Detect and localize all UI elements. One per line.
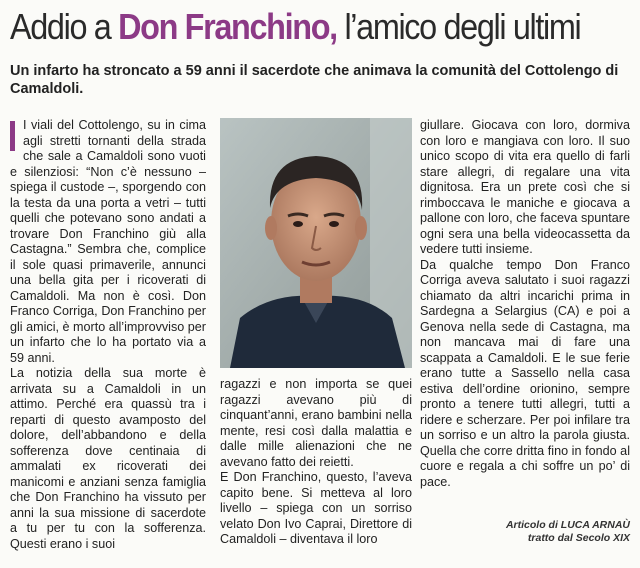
article-paragraph: ragazzi e non importa se quei ragazzi avevano più di cinquant’anni, erano bambini nella mente, resi così dalla malattia e dalle mille alienazioni che ne avevano fatto dei reietti. — [220, 377, 412, 469]
article-column-3 — [420, 118, 630, 490]
article-credit — [420, 519, 630, 545]
headline-suffix: l’amico degli ultimi — [336, 6, 581, 47]
article-column-2 — [220, 377, 412, 548]
priest-portrait-photo — [220, 118, 412, 368]
headline — [10, 4, 581, 50]
credit-source: tratto dal Secolo XIX — [527, 532, 630, 544]
headline-name: Don Franchino, — [118, 6, 337, 47]
article-paragraph: I viali del Cottolengo, su in cima agli stretti tornanti della strada che sale a Camaldoli sono vuoti e silenziosi: “Non c’è nessuno – spiega il custode –, sporgendo con la testa da una porta a vetri – tutti quelli che potevano sono andati a trovare Don Franchino giù alla Castagna.” Sembra che, complice il sole quasi primaverile, annunci una bella gita per i ricoverati di Camaldoli. Ma non è così. Don Franco Corriga, Don Franchino per gli amici, è morto all’improvviso per un infarto che lo ha portato via a 59 anni. — [10, 118, 206, 365]
article-paragraph: giullare. Giocava con loro, dormiva con loro e mangiava con loro. Il suo unico scopo di vita era quello di farli stare allegri, di regalare una vita dignitosa. Era un prete così che si rimboccava le maniche e giocava a pallone con loro, che faceva spuntare ogni sera una bella videocassetta da vedere tutti insieme. — [420, 118, 630, 256]
article-paragraph: Da qualche tempo Don Franco Corriga aveva salutato i suoi ragazzi chiamato da altri incarichi prima in Sardegna a Selargius (CA) e poi a Genova nella sede di Castagna, ma non mancava mai di fare una scappata a Camaldoli. E le sue ferie erano tutte a Sassello nella casa estiva dell’ordine orionino, sempre pronto a tenere tutti allegri, tutti a ridere e scherzare. Per poi infilare tra un sorriso e un altro la parola giusta. Quella che corre dritta fino in fondo al cuore e regala a chi soffre un po’ di pace. — [420, 257, 630, 489]
article-column-1 — [10, 118, 206, 552]
drop-cap-bar — [10, 121, 15, 151]
headline-prefix: Addio a — [10, 6, 119, 47]
article-paragraph: E Don Franchino, questo, l’aveva capito bene. Si metteva al loro livello – spiega con un sorriso velato Don Ivo Caprai, Direttore di Camaldoli – diventava il loro — [220, 470, 412, 546]
subheadline: Un infarto ha stroncato a 59 anni il sacerdote che animava la comunità del Cottolengo di Camaldoli. — [10, 63, 619, 97]
credit-author: Articolo di LUCA ARNAÙ — [505, 519, 630, 531]
article-paragraph: La notizia della sua morte è arrivata su a Camaldoli in un attimo. Perché era quassù tra i reparti di questo avamposto del dolore, dell’abbandono e della sofferenza dove centinaia di ammalati ex ricoverati dei manicomi e anziani senza famiglia che Don Franchino ha vissuto per anni la sua missione di sacerdote a tu per tu con la sofferenza. Questi erano i suoi — [10, 366, 206, 551]
